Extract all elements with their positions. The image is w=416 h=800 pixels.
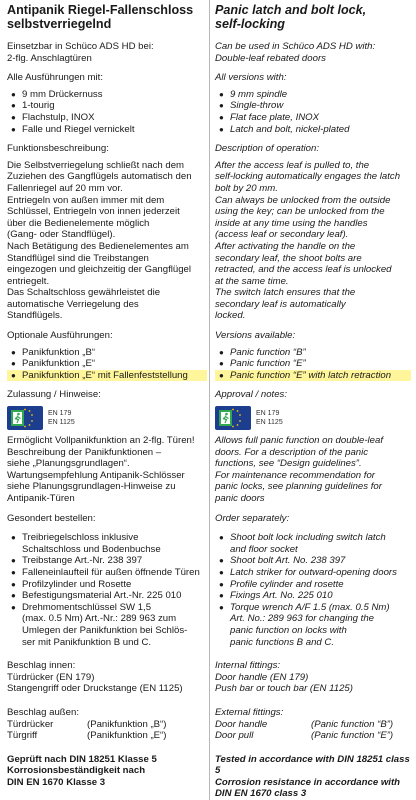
optional-section — [215, 330, 411, 381]
footer-note: Tested in accordance with DIN 18251 class 5 Corrosion resistance in accordance with DIN EN 1670 class 3 — [215, 753, 410, 800]
certification-badge — [7, 405, 207, 431]
cert-codes: EN 179 EN 1125 — [256, 410, 283, 427]
list-item: ● Shoot bolt Art. No. 238 397 — [215, 555, 411, 567]
outer-fittings — [7, 707, 207, 742]
inner-fittings: Internal fittings: Door handle (EN 179) Push bar or touch bar (EN 1125) — [215, 660, 411, 695]
intro: Can be used in Schüco ADS HD with: Double-leaf rebated doors — [215, 41, 376, 64]
section-heading: Funktionsbeschreibung: — [7, 143, 109, 155]
approval-section: Zulassung / Hinweise: EN 179 EN 1125 Ermöglicht Vollpanikfunktion an 2-flg. Türen! Beschreibung der Panikfunktionen – siehe „Planungsgrundlagen“. Wartungsempfehlung Antipanik-Schlösser siehe Planungsgrundlagen-Hinweise zu Antipanik-Türen — [7, 389, 207, 504]
list-item: ● Profilzylinder und Rosette — [7, 579, 207, 591]
highlighted-list-item: ● Panikfunktion „E“ mit Fallenfeststellung — [7, 370, 207, 382]
emergency-exit-icon — [215, 406, 251, 430]
section-heading: Beschlag innen: — [7, 660, 76, 672]
list-item: ● Latch striker for outward-opening doors — [215, 567, 411, 579]
page-title: Panic latch and bolt lock, self-locking — [215, 3, 367, 31]
list-item: ● Latch and bolt, nickel-plated — [215, 124, 411, 136]
order-list — [215, 532, 411, 648]
emergency-exit-icon — [7, 406, 43, 430]
list-item: ● Shoot bolt lock including switch latch and floor socket — [215, 532, 411, 555]
outer-fittings — [215, 707, 411, 742]
optional-list — [215, 347, 411, 382]
optional-list — [7, 347, 207, 382]
list-item: ● Befestigungsmaterial Art.-Nr. 225 010 — [7, 590, 207, 602]
function-section: Funktionsbeschreibung: Die Selbstverriegelung schließt nach dem Zuziehen des Gangflügels automatisch den Fallenriegel auf 20 mm vor. Entriegeln von außen immer mit dem Schlüssel, Entriegeln von innen jederzeit über die Bedienelemente möglich (Gang- oder Standflügel). Nach Betätigung des Bedienelementes am Standflügel sind die Treibstangen eingezogen und gleichzeitig der Gangflügel entriegelt. Das Schaltschloss gewährleistet die automatische Verriegelung des Standflügels. — [7, 143, 207, 322]
versions-list — [7, 89, 207, 135]
approval-section: Approval / notes: EN 179 EN 1125 Allows full panic function on double-leaf doors. For a description of the panic functions, see “Design guidelines”. For maintenance recommendation for panic locks, see planning guidelines for panic doors — [215, 389, 411, 504]
list-item: ● Falleneinlaufteil für außen öffnende Türen — [7, 567, 207, 579]
german-column — [7, 0, 207, 800]
section-heading: Internal fittings: — [215, 660, 281, 672]
section-heading: External fittings: — [215, 706, 284, 718]
list-item: ● 9 mm Drückernuss — [7, 89, 207, 101]
list-item: ● Panic function “B” — [215, 347, 411, 359]
section-heading: Zulassung / Hinweise: — [7, 389, 101, 401]
inner-fittings: Beschlag innen: Türdrücker (EN 179) Stangengriff oder Druckstange (EN 1125) — [7, 660, 207, 695]
order-section — [215, 513, 411, 649]
list-item: ● Falle und Riegel vernickelt — [7, 124, 207, 136]
section-heading: Optionale Ausführungen: — [7, 330, 113, 342]
list-item: ● Single-throw — [215, 100, 411, 112]
page-title: Antipanik Riegel-Fallenschloss selbstverriegelnd — [7, 3, 194, 31]
cert-codes: EN 179 EN 1125 — [48, 410, 75, 427]
section-heading: Gesondert bestellen: — [7, 512, 96, 524]
section-heading: Versions available: — [215, 330, 296, 342]
fitting-row: Türgriff (Panikfunktion „E“) — [7, 730, 167, 742]
list-item: ● Torque wrench A/F 1.5 (max. 0.5 Nm) Art. No.: 289 963 for changing the panic function on locks with panic functions B and C. — [215, 602, 411, 648]
order-list — [7, 532, 207, 648]
section-heading: Order separately: — [215, 512, 290, 524]
certification-badge — [215, 405, 411, 431]
footer-note: Geprüft nach DIN 18251 Klasse 5 Korrosionsbeständigkeit nach DIN EN 1670 Klasse 3 — [7, 753, 157, 788]
list-item: ● Treibstange Art.-Nr. 238 397 — [7, 555, 207, 567]
section-heading: Description of operation: — [215, 143, 319, 155]
fitting-row: Door handle (Panic function “B”) — [215, 718, 394, 730]
list-item: ● 9 mm spindle — [215, 89, 411, 101]
fitting-row: Türdrücker (Panikfunktion „B“) — [7, 718, 167, 730]
function-section: Description of operation: After the access leaf is pulled to, the self-locking automatically engages the latch bolt by 20 mm. Can always be unlocked from the outside using the key; can be unlocked from the inside at any time using the handles (access leaf or secondary leaf). After activating the handle on the secondary leaf, the shoot bolts are retracted, and the access leaf is unlocked at the same time. The switch latch ensures that the secondary leaf is automatically locked. — [215, 143, 411, 322]
versions-list — [215, 89, 411, 135]
highlighted-list-item: ● Panic function “E” with latch retraction — [215, 370, 411, 382]
order-section — [7, 513, 207, 649]
list-item: ● Panic function “E” — [215, 358, 411, 370]
english-column — [215, 0, 411, 800]
section-heading: Approval / notes: — [215, 389, 287, 401]
list-item: ● Fixings Art. No. 225 010 — [215, 590, 411, 602]
optional-section — [7, 330, 207, 381]
versions-section — [215, 72, 411, 135]
fitting-row: Door pull (Panic function “E”) — [215, 730, 394, 742]
section-heading: Alle Ausführungen mit: — [7, 72, 103, 84]
section-heading: Beschlag außen: — [7, 706, 79, 718]
list-item: ● Flat face plate, INOX — [215, 112, 411, 124]
list-item: ● Drehmomentschlüssel SW 1,5 (max. 0.5 Nm) Art.-Nr.: 289 963 zum Umlegen der Panikfunktion bei Schlös- ser mit Panikfunktion B und C. — [7, 602, 207, 648]
list-item: ● Panikfunktion „E“ — [7, 358, 207, 370]
list-item: ● Treibriegelschloss inklusive Schaltschloss und Bodenbuchse — [7, 532, 207, 555]
column-divider — [209, 0, 210, 800]
section-heading: All versions with: — [215, 72, 287, 84]
list-item: ● Panikfunktion „B“ — [7, 347, 207, 359]
list-item: ● Flachstulp, INOX — [7, 112, 207, 124]
list-item: ● 1-tourig — [7, 100, 207, 112]
versions-section — [7, 72, 207, 135]
intro: Einsetzbar in Schüco ADS HD bei: 2-flg. Anschlagtüren — [7, 41, 154, 64]
list-item: ● Profile cylinder and rosette — [215, 579, 411, 591]
